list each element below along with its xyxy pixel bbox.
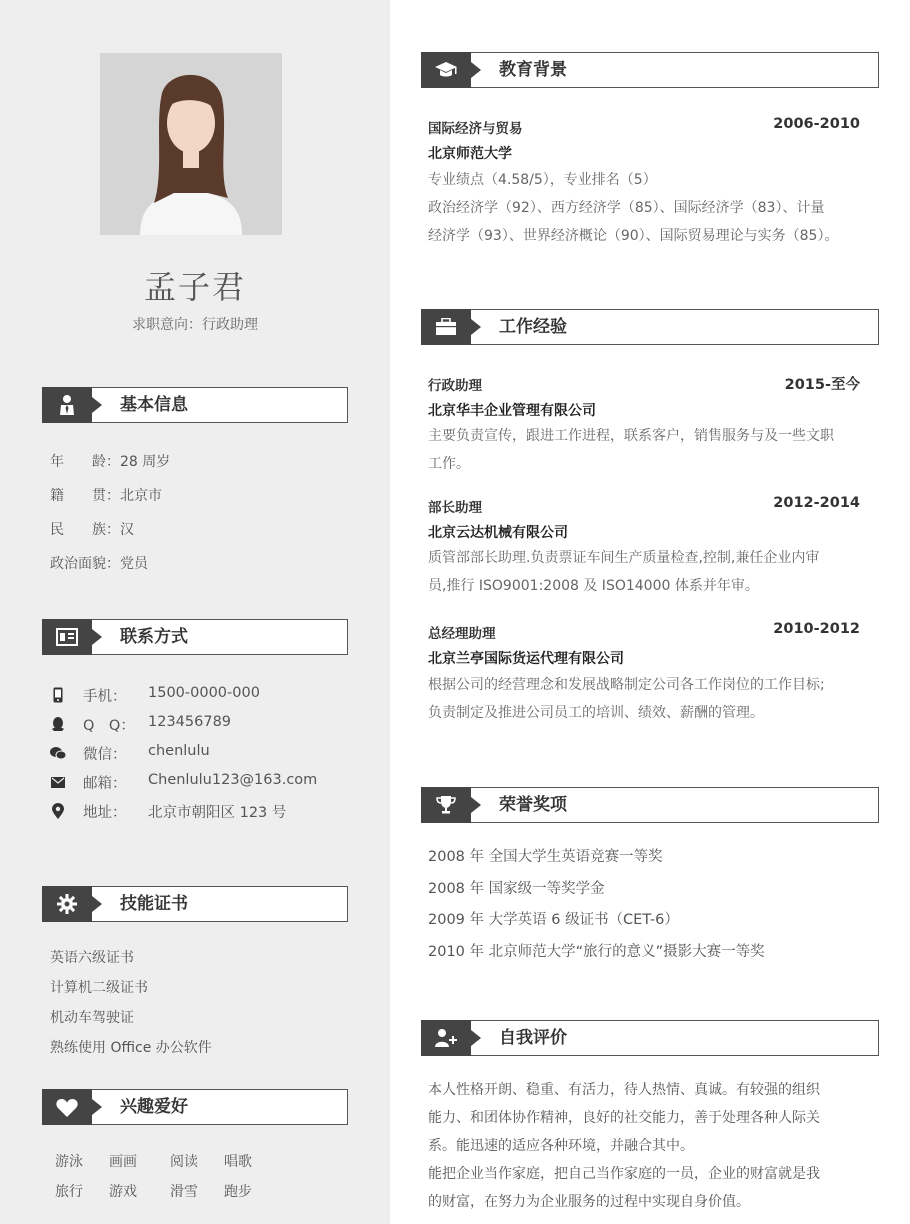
section-title: 基本信息 — [120, 395, 188, 415]
skill-item: 英语六级证书 — [50, 950, 134, 966]
profile-photo — [100, 53, 282, 235]
job-period: 2015-至今 — [784, 377, 860, 393]
section-title: 荣誉奖项 — [499, 795, 567, 815]
edu-period: 2006-2010 — [773, 116, 860, 132]
job-company: 北京兰亭国际货运代理有限公司 — [428, 651, 624, 667]
wechat-icon — [50, 745, 66, 761]
hobby-item: 唱歌 — [224, 1154, 252, 1170]
section-self-evaluation — [421, 1020, 879, 1056]
skill-item: 计算机二级证书 — [50, 980, 148, 996]
job-title: 总经理助理 — [428, 626, 496, 642]
phone-icon — [50, 687, 66, 703]
section-honors — [421, 787, 879, 823]
honor-item: 2008 年 全国大学生英语竞赛一等奖 — [428, 849, 663, 865]
gear-icon — [42, 886, 92, 922]
section-work — [421, 309, 879, 345]
skill-item: 熟练使用 Office 办公软件 — [50, 1040, 212, 1056]
candidate-name: 孟子君 — [143, 268, 246, 306]
job-description: 主要负责宣传，跟进工作进程，联系客户，销售服务与及一些文职 工作。 — [428, 428, 834, 472]
hobby-item: 跑步 — [224, 1184, 252, 1200]
hobby-item: 阅读 — [170, 1154, 198, 1170]
sidebar: 孟子君 求职意向：行政助理 基本信息 年 龄：28 周岁 籍 贯：北京市 民 族：汉 政治面貌：党员 联系方式 手机： 1500-0000-000 Q Q： 123456789 微信： chenlulu 邮箱： Chenlulu123@163.com 地址： 北京市朝阳区 123 号 技能证书 英语六级证书 计算机二级证书 机动车驾驶证 熟练使用 Office 办公软件 兴趣爱好 游泳 画画 阅读 唱歌 旅行 游戏 滑雪 跑步 — [0, 0, 390, 1224]
honor-item: 2008 年 国家级一等奖学金 — [428, 881, 605, 897]
hobby-item: 滑雪 — [170, 1184, 198, 1200]
briefcase-icon — [421, 309, 471, 345]
info-hometown: 籍 贯：北京市 — [50, 488, 162, 504]
qq-icon — [50, 716, 66, 732]
job-period: 2010-2012 — [773, 621, 860, 637]
graduation-cap-icon — [421, 52, 471, 88]
edu-major: 国际经济与贸易 — [428, 121, 523, 137]
edu-school: 北京师范大学 — [428, 146, 512, 162]
job-title: 行政助理 — [428, 378, 482, 394]
section-skills — [42, 886, 348, 922]
add-user-icon — [421, 1020, 471, 1056]
section-hobbies — [42, 1089, 348, 1125]
hobby-item: 画画 — [109, 1154, 137, 1170]
hobby-item: 旅行 — [55, 1184, 83, 1200]
job-description: 质管部部长助理.负责票证车间生产质量检查,控制,兼任企业内审 员,推行 ISO9001:2008 及 ISO14000 体系并年审。 — [428, 550, 820, 594]
contact-card-icon — [42, 619, 92, 655]
job-company: 北京云达机械有限公司 — [428, 525, 568, 541]
section-title: 工作经验 — [499, 317, 567, 337]
section-title: 教育背景 — [499, 60, 567, 80]
mail-icon — [50, 774, 66, 790]
location-icon — [50, 803, 66, 819]
edu-details: 专业绩点（4.58/5），专业排名（5） 政治经济学（92）、西方经济学（85）、国际经济学（83）、计量 经济学（93）、世界经济概论（90）、国际贸易理论与实务（85）。 — [428, 172, 839, 244]
job-description: 根据公司的经营理念和发展战略制定公司各工作岗位的工作目标; 负责制定及推进公司员工的培训、绩效、薪酬的管理。 — [428, 677, 825, 721]
section-title: 自我评价 — [499, 1028, 567, 1048]
section-basic-info — [42, 387, 348, 423]
section-education — [421, 52, 879, 88]
job-intent: 求职意向：行政助理 — [132, 317, 258, 333]
job-title: 部长助理 — [428, 500, 482, 516]
skill-item: 机动车驾驶证 — [50, 1010, 134, 1026]
honor-item: 2010 年 北京师范大学“旅行的意义”摄影大赛一等奖 — [428, 944, 765, 960]
info-ethnicity: 民 族：汉 — [50, 522, 134, 538]
self-evaluation-text: 本人性格开朗、稳重、有活力，待人热情、真诚。有较强的组织 能力、和团体协作精神，良好的社交能力，善于处理各种人际关 系。能迅速的适应各种环境，并融合其中。 能把企业当作家庭，把自己当作家庭的一员，企业的财富就是我 的财富，在努力为企业服务的过程中实现自身价值。 — [428, 1082, 820, 1210]
section-title: 联系方式 — [120, 627, 188, 647]
section-title: 技能证书 — [120, 894, 188, 914]
job-company: 北京华丰企业管理有限公司 — [428, 403, 596, 419]
section-contact — [42, 619, 348, 655]
info-politics: 政治面貌：党员 — [50, 556, 148, 572]
hobby-item: 游泳 — [55, 1154, 83, 1170]
trophy-icon — [421, 787, 471, 823]
hobby-item: 游戏 — [109, 1184, 137, 1200]
section-title: 兴趣爱好 — [120, 1097, 188, 1117]
job-period: 2012-2014 — [773, 495, 860, 511]
heart-icon — [42, 1089, 92, 1125]
honor-item: 2009 年 大学英语 6 级证书（CET-6） — [428, 912, 679, 928]
person-icon — [42, 387, 92, 423]
info-age: 年 龄：28 周岁 — [50, 454, 171, 470]
